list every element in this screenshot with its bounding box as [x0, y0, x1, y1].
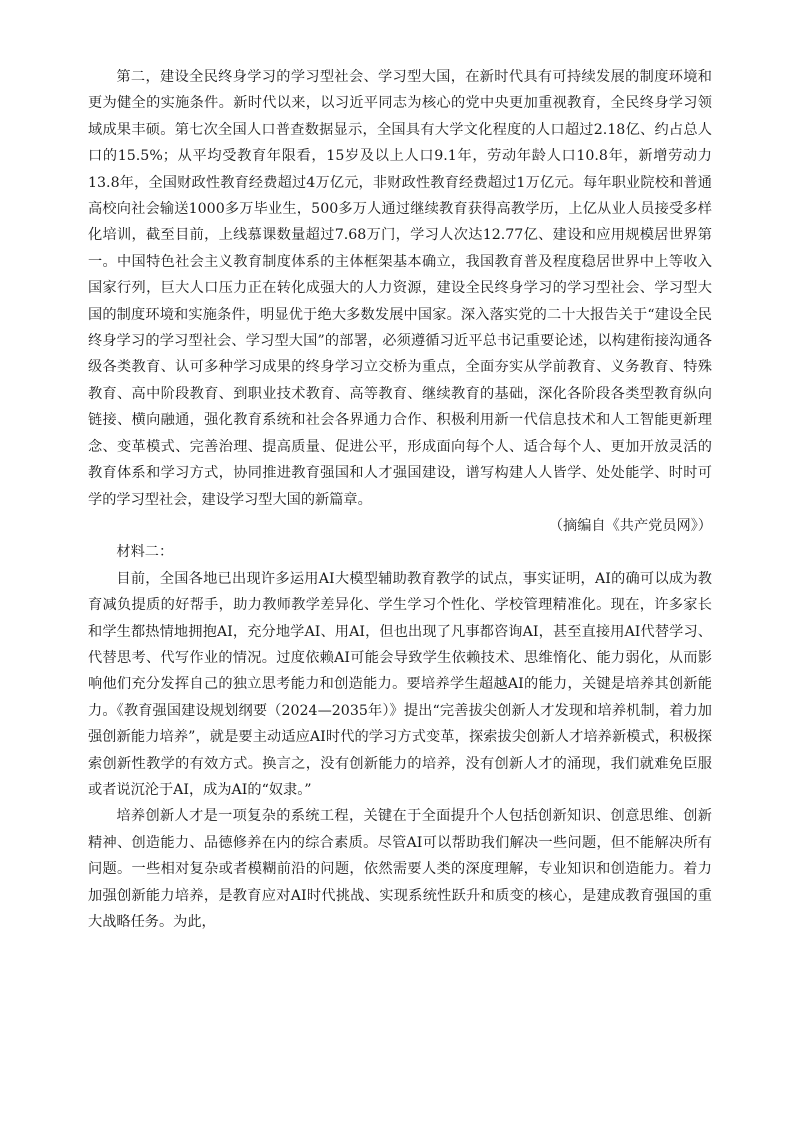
source-citation: （摘编自《共产党员网》） — [548, 517, 712, 534]
paragraph-education-lifelong-learning: 第二，建设全民终身学习的学习型社会、学习型大国，在新时代具有可持续发展的制度环境和更为健全的实施条件。新时代以来，以习近平同志为核心的党中央更加重视教育，全民终身学习领域成果丰硕。第七次全国人口普查数据显示，全国具有大学文化程度的人口超过2.18亿、约占总人口的15.5%；从平均受教育年限看，15岁及以上人口9.1年，劳动年龄人口10.8年，新增劳动力13.8年，全国财政性教育经费超过4万亿元，非财政性教育经费超过1万亿元。每年职业院校和普通高校向社会输送1000多万毕业生，500多万人通过继续教育获得高教学历，上亿从业人员接受多样化培训，截至目前，上线慕课数量超过7.68万门，学习人次达12.77亿、建设和应用规模居世界第一。中国特色社会主义教育制度体系的主体框架基本确立，我国教育普及程度稳居世界中上等收入国家行列，巨大人口压力正在转化成强大的人力资源，建设全民终身学习的学习型社会、学习型大国的制度环境和实施条件，明显优于绝大多数发展中国家。深入落实党的二十大报告关于“建设全民终身学习的学习型社会、学习型大国”的部署，必须遵循习近平总书记重要论述，以构建衔接沟通各级各类教育、认可多种学习成果的终身学习立交桥为重点，全面夯实从学前教育、义务教育、特殊教育、高中阶段教育、到职业技术教育、高等教育、继续教育的基础，深化各阶段各类型教育纵向链接、横向融通，强化教育系统和社会各界通力合作、积极利用新一代信息技术和人工智能更新理念、变革模式、完善治理、提高质量、促进公平，形成面向每个人、适合每个人、更加开放灵活的教育体系和学习方式，协同推进教育强国和人才强国建设，谱写构建人人皆学、处处能学、时时可学的学习型社会，建设学习型大国的新篇章。 — [88, 69, 712, 508]
document-page — [88, 64, 712, 935]
material-two-label: 材料二： — [116, 544, 174, 561]
paragraph-innovation-talent: 培养创新人才是一项复杂的系统工程，关键在于全面提升个人包括创新知识、创意思维、创新精神、创造能力、品德修养在内的综合素质。尽管AI可以帮助我们解决一些问题，但不能解决所有问题。一些相对复杂或者模糊前沿的问题，依然需要人类的深度理解，专业知识和创造能力。着力加强创新能力培养，是教育应对AI时代挑战、实现系统性跃升和质变的核心，是建成教育强国的重大战略任务。为此， — [88, 808, 712, 930]
paragraph-ai-education: 目前，全国各地已出现许多运用AI大模型辅助教育教学的试点，事实证明，AI的确可以成为教育减负提质的好帮手，助力教师教学差异化、学生学习个性化、学校管理精准化。现在，许多家长和学生都热情地拥抱AI，充分地学AI、用AI，但也出现了凡事都咨询AI，甚至直接用AI代替学习、代替思考、代写作业的情况。过度依赖AI可能会导致学生依赖技术、思维惰化、能力弱化，从而影响他们充分发挥自己的独立思考能力和创造能力。要培养学生超越AI的能力，关键是培养其创新能力。《教育强国建设规划纲要（2024—2035年）》提出“完善拔尖创新人才发现和培养机制，着力加强创新能力培养”，就是要主动适应AI时代的学习方式变革，探索拔尖创新人才培养新模式，积极探索创新性教学的有效方式。换言之，没有创新能力的培养，没有创新人才的涌现，我们就难免臣服或者说沉沦于AI，成为AI的“奴隶。” — [88, 570, 712, 798]
